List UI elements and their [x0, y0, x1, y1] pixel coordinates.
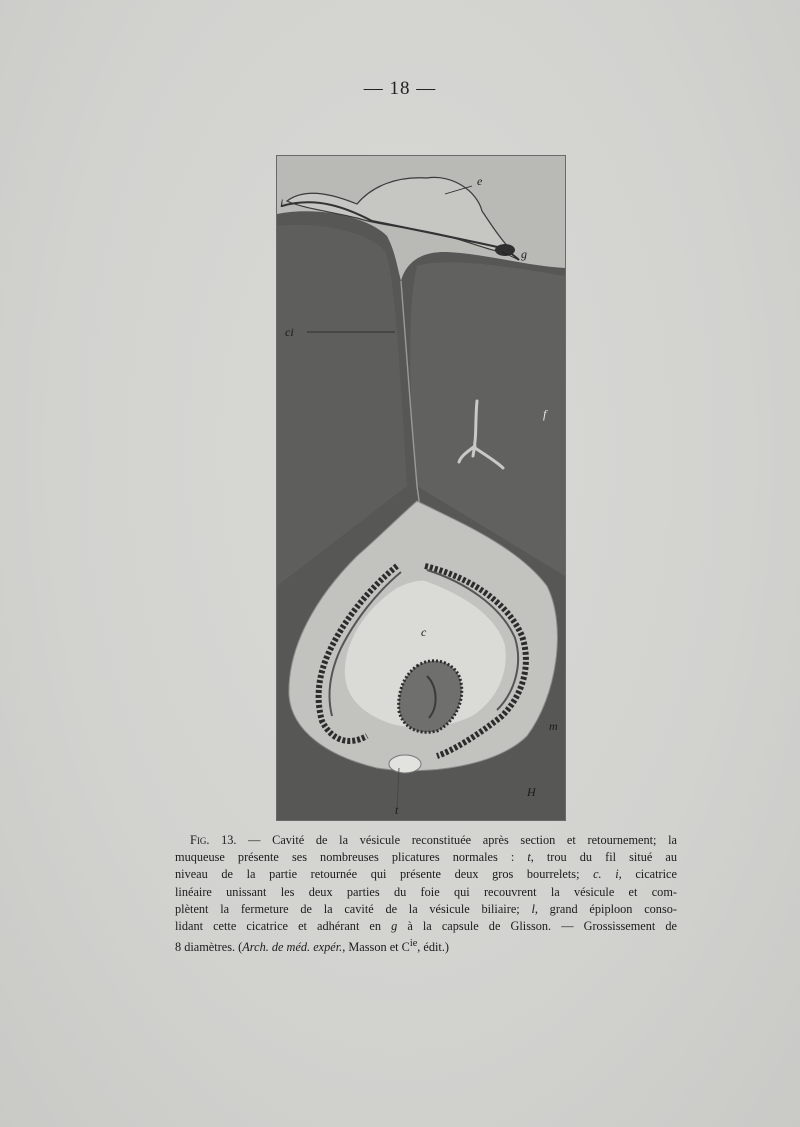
caption-line-7: 8 diamètres. (Arch. de méd. expér., Masson et $C^{ie}$, édit.)	[175, 938, 450, 955]
artist-monogram: H	[527, 785, 536, 799]
fig-label: Fig. 13.	[190, 833, 237, 847]
label-f: f	[543, 407, 547, 421]
label-e: e	[477, 174, 483, 188]
caption-line-4: linéaire unissant les deux parties du foie qui recouvrent la vésicule et com-	[175, 884, 677, 899]
histology-drawing	[277, 156, 565, 820]
caption-line-1: Fig. 13. — Cavité de la vésicule reconstituée après section et retournement; la	[190, 833, 678, 847]
thread-hole	[389, 755, 421, 773]
figure-illustration	[276, 155, 566, 821]
figure-caption	[175, 832, 677, 957]
page-number: — 18 —	[363, 78, 437, 99]
label-m: m	[549, 719, 558, 733]
capsule-adhesion	[495, 244, 515, 256]
caption-line-5: plètent la fermeture de la cavité de la vésicule biliaire; l, grand épiploon conso-	[175, 901, 677, 916]
caption-line-6: lidant cette cicatrice et adhérant en g à la capsule de Glisson. — Grossissement de	[175, 919, 677, 934]
caption-line-3: niveau de la partie retournée qui présente deux gros bourrelets; c. i, cicatrice	[175, 867, 677, 882]
label-ci: ci	[285, 325, 294, 339]
label-t: t	[395, 803, 399, 817]
caption-line-2: muqueuse présente ses nombreuses plicatures normales : t, trou du fil situé au	[175, 850, 677, 865]
label-i: i	[280, 196, 284, 210]
label-g: g	[521, 247, 527, 261]
label-c: c	[421, 625, 427, 639]
